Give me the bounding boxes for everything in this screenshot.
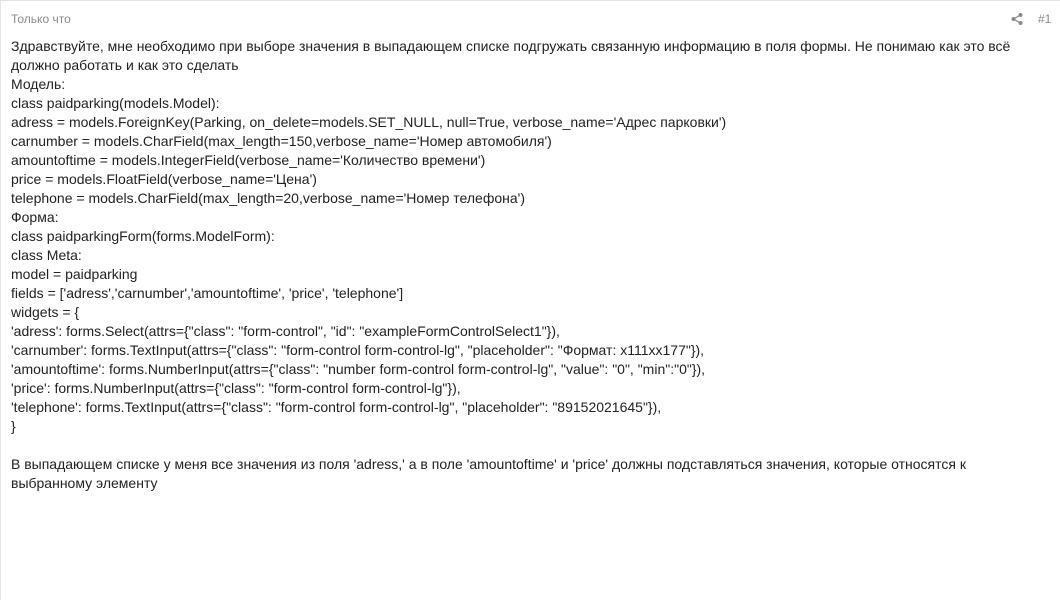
code-line: 'carnumber': forms.TextInput(attrs={"class": "form-control form-control-lg", "placeholder": "Формат: x111xx177"}),: [11, 342, 705, 358]
code-line: Модель:: [11, 76, 66, 92]
code-line: 'adress': forms.Select(attrs={"class": "form-control", "id": "exampleFormControlSelect1"}),: [11, 323, 560, 339]
code-line: widgets = {: [11, 304, 80, 320]
code-line: telephone = models.CharField(max_length=20,verbose_name='Номер телефона'): [11, 190, 525, 206]
post-intro: Здравствуйте, мне необходимо при выборе значения в выпадающем списке подгружать связанную информацию в поля формы. Не понимаю как это всё должно работать и как это сделать: [11, 38, 1011, 73]
code-line: carnumber = models.CharField(max_length=150,verbose_name='Номер автомобиля'): [11, 133, 552, 149]
code-block: [11, 75, 1041, 436]
post-timestamp: Только что: [11, 12, 71, 26]
code-line: class paidparkingForm(forms.ModelForm):: [11, 228, 275, 244]
code-line: adress = models.ForeignKey(Parking, on_delete=models.SET_NULL, null=True, verbose_name='Адрес парковки'): [11, 114, 727, 130]
post-header: [1, 1, 1060, 37]
share-icon-graphic: [1010, 12, 1024, 26]
code-line: class Meta:: [11, 247, 82, 263]
post-body: [11, 37, 1041, 493]
code-line: price = models.FloatField(verbose_name='Цена'): [11, 171, 317, 187]
code-line: fields = ['adress','carnumber','amountoftime', 'price', 'telephone']: [11, 285, 404, 301]
code-line: 'amountoftime': forms.NumberInput(attrs={"class": "number form-control form-control-lg", "value": "0", "min":"0"}),: [11, 361, 706, 377]
code-line: }: [11, 418, 16, 434]
code-line: Форма:: [11, 209, 59, 225]
blank-line: [11, 436, 1041, 455]
code-line: amountoftime = models.IntegerField(verbose_name='Количество времени'): [11, 152, 486, 168]
share-icon[interactable]: [1010, 12, 1024, 26]
code-line: 'price': forms.NumberInput(attrs={"class": "form-control form-control-lg"}),: [11, 380, 461, 396]
code-line: 'telephone': forms.TextInput(attrs={"class": "form-control form-control-lg", "placeholder": "89152021645"}),: [11, 399, 662, 415]
code-line: class paidparking(models.Model):: [11, 95, 220, 111]
post-closing: В выпадающем списке у меня все значения из поля 'adress,' а в поле 'amountoftime' и 'price' должны подставляться значения, которые относятся к выбранному элементу: [11, 456, 966, 491]
code-line: model = paidparking: [11, 266, 138, 282]
post-number-link[interactable]: #1: [1038, 12, 1052, 26]
